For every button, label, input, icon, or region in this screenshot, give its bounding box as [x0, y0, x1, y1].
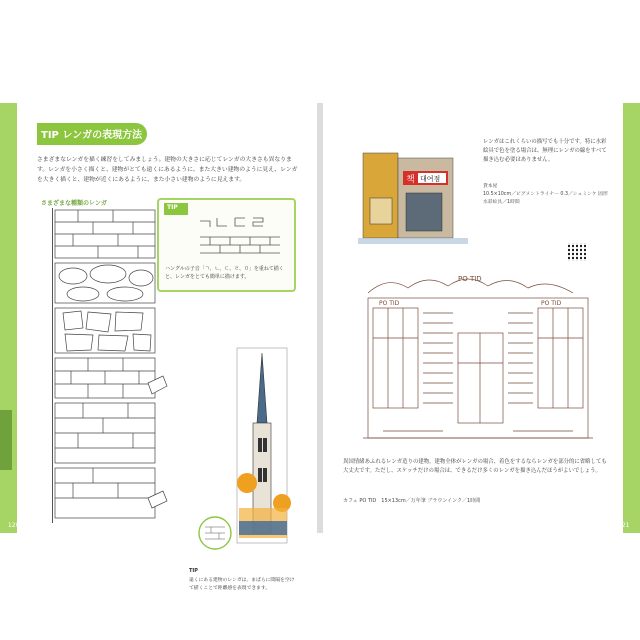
page-title: TIP レンガの表現方法	[41, 130, 143, 141]
tip2-label: TIP	[189, 568, 198, 574]
shop-sign-1: 책	[406, 175, 415, 185]
cafe-sign-right: PO TID	[541, 300, 562, 307]
tip-badge-label: TIP	[167, 204, 178, 211]
chapter-tab	[0, 410, 12, 470]
left-page	[17, 103, 317, 591]
caption-top: レンガはこれくらいの描写でも十分です。特に水彩絵具で色を塗る場合は、無理にレンガの線をすべて描き込む必要はありません。	[483, 139, 607, 163]
church-sketch-illustration	[197, 303, 292, 563]
caption-bottom: 異国情緒あふれるレンガ造りの建物。建物全体がレンガの場合、着色をするならレンガを部分的に省略しても大丈夫です。ただし、スケッチだけの場合は、できるだけ多くのレンガを描き込んだほうがよいでしょう。	[343, 459, 607, 474]
caption-bottom-meta: カフェ PO TID 15×13cm／万年筆 ブラウンインク／1時間	[343, 498, 481, 504]
brick-types-heading: さまざまな種類のレンガ	[41, 200, 107, 207]
right-page	[323, 103, 623, 533]
cafe-sign-top: PO TID	[458, 275, 482, 283]
page-number-left: 120	[8, 522, 20, 529]
book-rental-shop-illustration	[358, 143, 468, 248]
tip2-text: 遠くにある建物のレンガは、まばらに間隔を空けて描くことで距離感を表現できます。	[189, 578, 295, 591]
shop-sign-2: 대여점	[420, 175, 441, 183]
cafe-po-tid-illustration	[363, 263, 593, 448]
cafe-sign-left: PO TID	[379, 300, 400, 307]
brick-samples-illustration	[52, 208, 168, 523]
intro-text: さまざまなレンガを描く練習をしてみましょう。建物の大きさに応じてレンガの大きさも異なります。レンガを小さく描くと、建物がとても遠くにあるように、また大きい建物のように見え、レンガを大きく描くと、建物が近くにあるように、また小さい建物のように見えます。	[37, 157, 298, 183]
page-number-right: 121	[618, 522, 630, 529]
qr-code-overlay	[568, 243, 586, 261]
caption-top-meta: 貸本屋 10.5×10cm／ピグメントライナー 0.3／シュミンケ 固形水彩絵具／1時間	[483, 184, 608, 205]
tip-text: ハングルの子音「ㄱ、ㄴ、ㄷ、ㄹ、ㅁ」を重ねて描くと、レンガをとても簡単に描けます。	[165, 266, 284, 280]
hangul-brick-illustration	[195, 213, 285, 258]
